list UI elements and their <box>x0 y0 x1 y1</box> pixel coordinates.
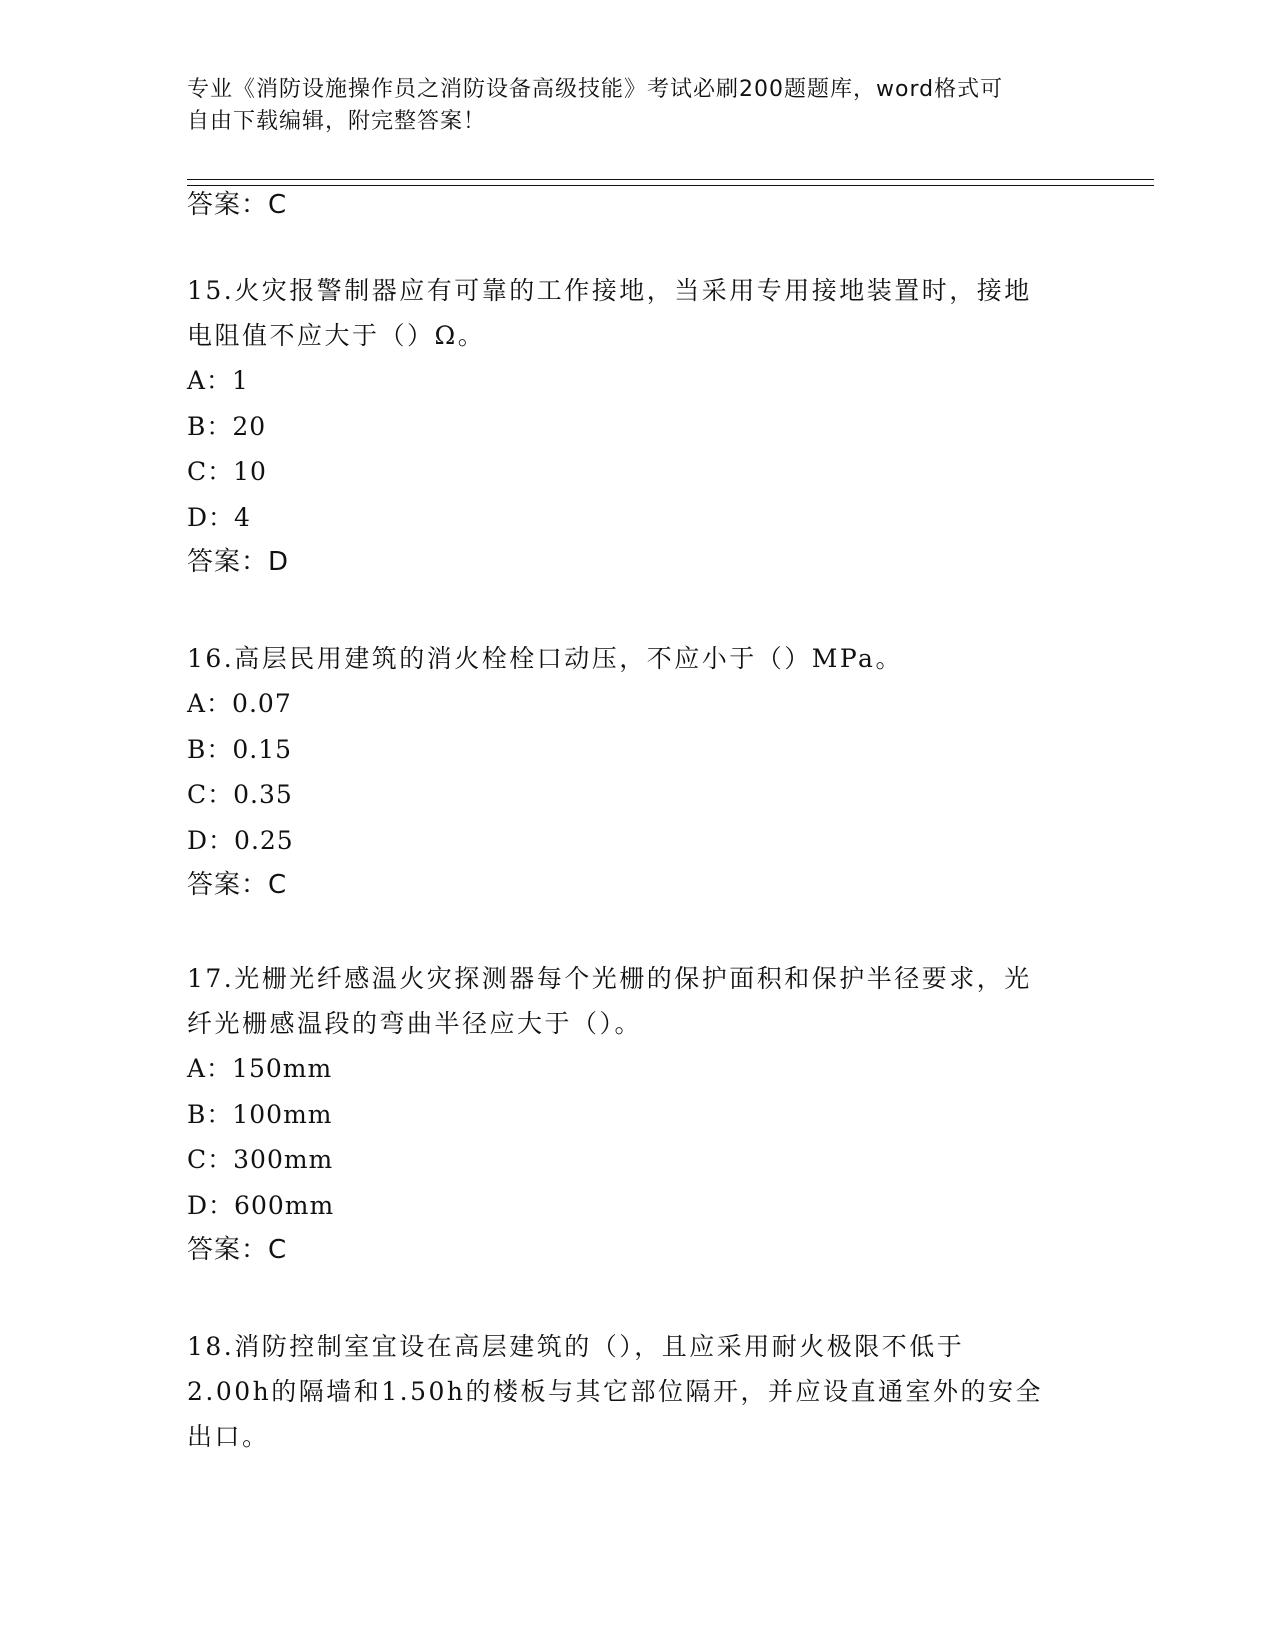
option-b: B：20 <box>187 411 267 441</box>
question-15 <box>187 268 1087 585</box>
answer-line: 答案：C <box>187 1235 288 1265</box>
question-text-line: 出口。 <box>187 1422 270 1451</box>
option-c: C：10 <box>187 457 267 486</box>
question-text-line: 纤光栅感温段的弯曲半径应大于（）。 <box>187 1009 643 1038</box>
option-a: A：0.07 <box>187 689 292 718</box>
option-c: C：300mm <box>187 1145 334 1174</box>
option-b: B：0.15 <box>187 734 293 764</box>
option-b: B：100mm <box>187 1099 333 1129</box>
question-text-line: 电阻值不应大于（）Ω。 <box>187 321 486 350</box>
previous-answer-block <box>187 183 1087 228</box>
question-text-line: 15.火灾报警制器应有可靠的工作接地，当采用专用接地装置时，接地 <box>187 276 1032 305</box>
header-divider-top <box>187 179 1154 180</box>
option-d: D：0.25 <box>187 825 294 855</box>
option-d: D：4 <box>187 502 251 532</box>
question-text-line: 18.消防控制室宜设在高层建筑的（），且应采用耐火极限不低于 <box>187 1332 965 1361</box>
option-d: D：600mm <box>187 1190 335 1220</box>
answer-line: 答案：C <box>187 190 288 220</box>
header-line-2: 自由下载编辑，附完整答案！ <box>187 109 487 134</box>
option-c: C：0.35 <box>187 780 293 809</box>
question-17 <box>187 956 1087 1273</box>
option-a: A：1 <box>187 366 249 395</box>
question-text-line: 17.光栅光纤感温火灾探测器每个光栅的保护面积和保护半径要求，光 <box>187 964 1032 993</box>
option-a: A：150mm <box>187 1054 333 1083</box>
question-text-line: 16.高层民用建筑的消火栓栓口动压，不应小于（）MPa。 <box>187 644 903 673</box>
document-header <box>187 74 1087 138</box>
question-text-line: 2.00h的隔墙和1.50h的楼板与其它部位隔开，并应设直通室外的安全 <box>187 1377 1044 1406</box>
answer-line: 答案：C <box>187 870 288 900</box>
answer-line: 答案：D <box>187 547 290 577</box>
question-16 <box>187 636 1087 908</box>
header-line-1: 专业《消防设施操作员之消防设备高级技能》考试必刷200题题库，word格式可 <box>187 77 1004 102</box>
question-18 <box>187 1324 1087 1459</box>
